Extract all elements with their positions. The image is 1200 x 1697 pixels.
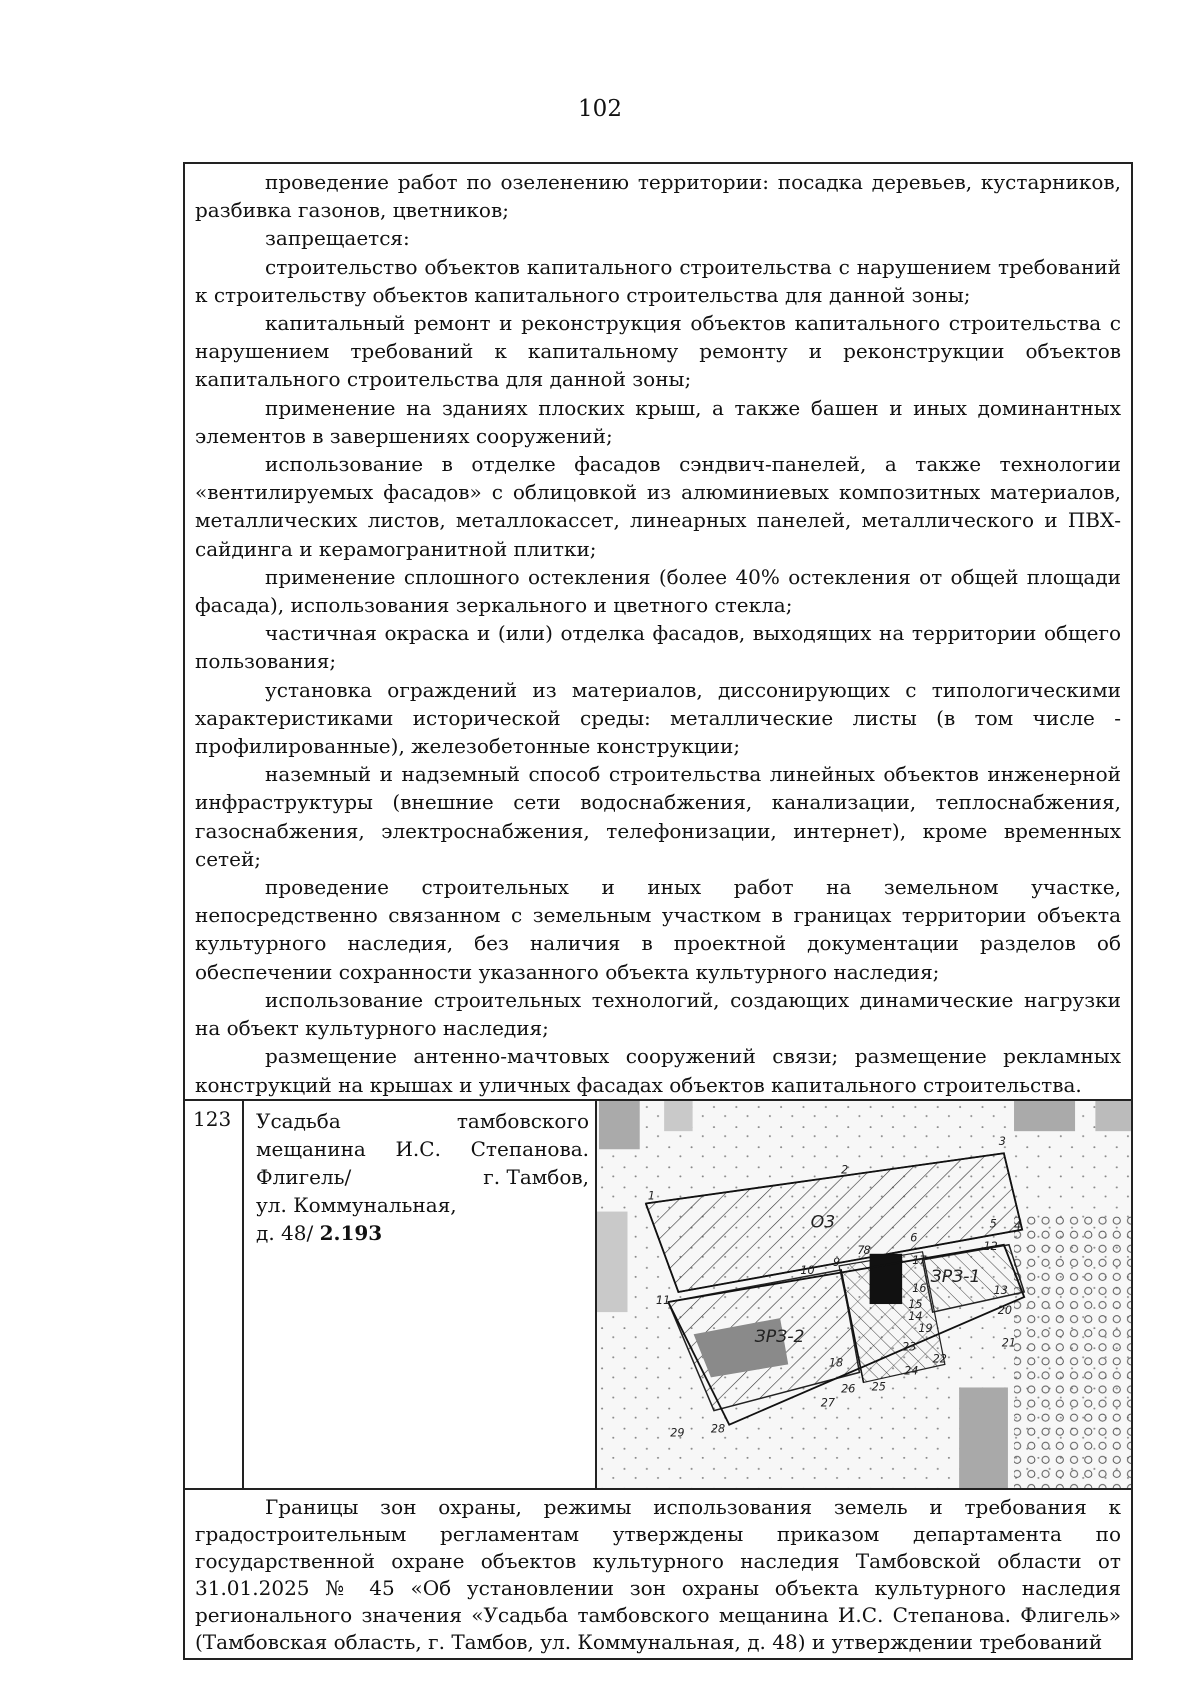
- point-label: 18: [828, 1356, 844, 1370]
- point-label: 17: [912, 1253, 927, 1267]
- table-row: [185, 1099, 1131, 1490]
- point-label: 3: [998, 1134, 1006, 1148]
- point-label: 1: [647, 1189, 655, 1203]
- zone-label-zrz1: ЗРЗ-1: [930, 1266, 981, 1287]
- paragraph: наземный и надземный способ строительства линейных объектов инженерной инфраструктуры (внешние сети водоснабжения, канализации, теплоснабжения, газоснабжения, электроснабжения, телефонизации, интернет), кроме временных сетей;: [195, 762, 1121, 871]
- point-label: 23: [902, 1340, 917, 1353]
- paragraph: проведение строительных и иных работ на земельном участке, непосредственно связанном с земельным участком в границах территории объекта культурного наследия, без наличия в проектной документации разделов об обеспечении сохранности указанного объекта культурного наследия;: [195, 875, 1121, 984]
- point-label: 25: [871, 1380, 886, 1394]
- regulations-table: [183, 162, 1133, 1660]
- point-label: 5: [989, 1217, 997, 1231]
- point-label: 8: [863, 1243, 871, 1257]
- point-label: 4: [1014, 1219, 1022, 1233]
- paragraph: установка ограждений из материалов, диссонирующих с типологическими характеристиками исторической среды: металлические листы (в том числе - профилированные), железобетонные конструкции;: [195, 677, 1121, 759]
- point-label: 11: [655, 1293, 671, 1307]
- object-name-part: тамбовского: [456, 1108, 589, 1133]
- page-number: 102: [578, 96, 622, 122]
- zone-map: [597, 1101, 1131, 1488]
- paragraph: строительство объектов капитального строительства с нарушением требований к строительству объектов капитального строительства для данной зоны;: [195, 254, 1121, 307]
- point-label: 16: [912, 1281, 927, 1295]
- point-label: 19: [918, 1321, 933, 1335]
- point-label: 26: [841, 1382, 856, 1396]
- point-label: 14: [908, 1309, 923, 1323]
- paragraph: запрещается:: [265, 226, 410, 251]
- point-label: 6: [910, 1231, 918, 1245]
- point-label: 2: [841, 1163, 849, 1177]
- point-label: 21: [1001, 1336, 1017, 1349]
- paragraph: проведение работ по озеленению территории: посадка деревьев, кустарников, разбивка газонов, цветников;: [195, 170, 1121, 223]
- object-name-part: мещанина: [256, 1136, 366, 1161]
- point-label: 9: [832, 1255, 841, 1269]
- paragraph: частичная окраска и (или) отделка фасадов, выходящих на территории общего пользования;: [195, 621, 1121, 674]
- point-label: 27: [820, 1396, 835, 1410]
- point-label: 15: [908, 1297, 923, 1311]
- object-address-house: д. 48/: [256, 1220, 320, 1245]
- object-name-cell: [244, 1101, 597, 1488]
- point-label: 22: [932, 1352, 947, 1366]
- paragraph: применение на зданиях плоских крыш, а также башен и иных доминантных элементов в завершениях сооружений;: [195, 395, 1121, 448]
- paragraph: использование в отделке фасадов сэндвич-панелей, а также технологии «вентилируемых фасадов» с облицовкой из алюминиевых композитных материалов, металлических листов, металлокассет, линеарных панелей, металлического и ПВХ-сайдинга и керамогранитной плитки;: [195, 452, 1121, 561]
- object-name-part: Флигель/: [256, 1164, 352, 1189]
- point-label: 7: [857, 1243, 865, 1257]
- point-label: 12: [983, 1239, 998, 1253]
- point-label: 29: [670, 1426, 685, 1440]
- point-label: 28: [710, 1422, 726, 1436]
- approval-text: [185, 1490, 1131, 1658]
- point-label: 13: [993, 1283, 1008, 1297]
- zone-map-svg: [597, 1101, 1131, 1488]
- object-address: ул. Коммунальная,: [256, 1192, 457, 1217]
- heritage-building: [870, 1253, 903, 1303]
- object-code: 2.193: [319, 1220, 383, 1245]
- paragraph: Границы зон охраны, режимы использования земель и требования к градостроительным регламентам утверждены приказом департамента по государственной охране объектов культурного наследия Тамбовской области от 31.01.2025 № 45 «Об установлении зон охраны объекта культурного наследия регионального значения «Усадьба тамбовского мещанина И.С. Степанова. Флигель» (Тамбовская область, г. Тамбов, ул. Коммунальная, д. 48) и утверждении требований: [195, 1494, 1121, 1654]
- object-name-part: г. Тамбов,: [483, 1164, 589, 1189]
- restrictions-text: [185, 164, 1131, 1099]
- point-label: 20: [997, 1303, 1012, 1317]
- object-name-part: И.С.: [395, 1136, 441, 1161]
- zone-label-zrz2: ЗРЗ-2: [754, 1327, 805, 1347]
- object-name-part: Усадьба: [256, 1108, 341, 1133]
- point-label: 24: [904, 1364, 919, 1378]
- row-number: 123: [185, 1101, 244, 1488]
- paragraph: размещение антенно-мачтовых сооружений связи; размещение рекламных конструкций на крышах и уличных фасадах объектов капитального строительства.: [195, 1044, 1121, 1097]
- paragraph: применение сплошного остекления (более 40% остекления от общей площади фасада), использования зеркального и цветного стекла;: [195, 564, 1121, 618]
- paragraph: использование строительных технологий, создающих динамические нагрузки на объект культурного наследия;: [195, 987, 1121, 1041]
- object-name-part: Степанова.: [470, 1136, 589, 1161]
- zone-label-o3: О3: [810, 1212, 836, 1233]
- point-label: 10: [800, 1263, 815, 1277]
- paragraph: капитальный ремонт и реконструкция объектов капитального строительства с нарушением требований к капитальному ремонту и реконструкции объектов капитального строительства для данной зоны;: [195, 311, 1121, 392]
